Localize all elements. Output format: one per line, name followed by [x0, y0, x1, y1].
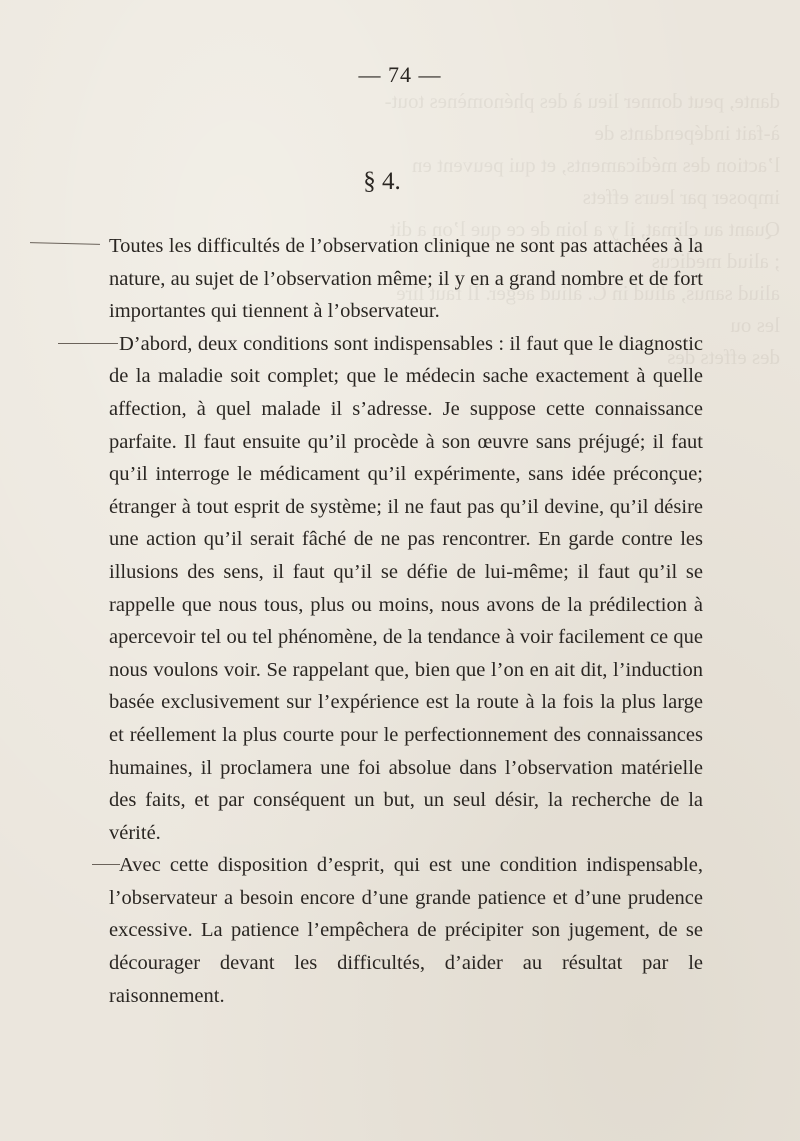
- paragraph: D’abord, deux conditions sont indispensables : il faut que le diagnostic de la maladie soit complet; que le médecin sache exactement à quelle affection, à quel malade il s’adresse. Je suppose cette connaissance parfaite. Il faut ensuite qu’il procède à son œuvre sans préjugé; il faut qu’il interroge le médicament qu’il expérimente, sans idée préconçue; étranger à tout esprit de système; il ne faut pas qu’il devine, qu’il désire une action qu’il serait fâché de ne pas rencontrer. En garde contre les illusions des sens, il faut qu’il se défie de lui-même; il faut qu’il se rappelle que nous tous, plus ou moins, nous avons de la prédilection à apercevoir tel ou tel phénomène, de la tendance à voir facilement ce que nous voulons voir. Se rappelant que, bien que l’on en ait dit, l’induction basée exclusivement sur l’expérience est la route à la fois la plus large et réellement la plus courte pour le perfectionnement des connaissances humaines, il proclamera une foi absolue dans l’observation matérielle des faits, et par conséquent un but, un seul désir, la recherche de la vérité.: [109, 332, 703, 844]
- paragraph: Toutes les difficultés de l’observation clinique ne sont pas attachées à la nature, au sujet de l’observation même; il y en a grand nombre et de fort importantes qui tiennent à l’observateur.: [109, 235, 703, 323]
- show-through-text: dante, peut donner lieu à des phénomènes tout-à-fait indépendants de l’action des médicaments, et qui peuvent en imposer par leurs effets Quant au climat, il y a loin de ce que l’on a dit ; aliud medicus aliud sanus, aliud in C. aliud aeger. Il faut lire les ou des effets des: [384, 89, 780, 369]
- section-heading: § 4.: [363, 168, 401, 195]
- page-number: — 74 —: [358, 62, 442, 87]
- body-text: [109, 230, 703, 1012]
- margin-pencil-mark: [30, 242, 100, 245]
- paragraph: Avec cette disposition d’esprit, qui est une condition indispensable, l’observateur a besoin encore d’une grande patience et d’une prudence excessive. La patience l’empêchera de précipiter son jugement, de se décourager devant les difficultés, d’aider au résultat par le raisonnement.: [109, 854, 703, 1007]
